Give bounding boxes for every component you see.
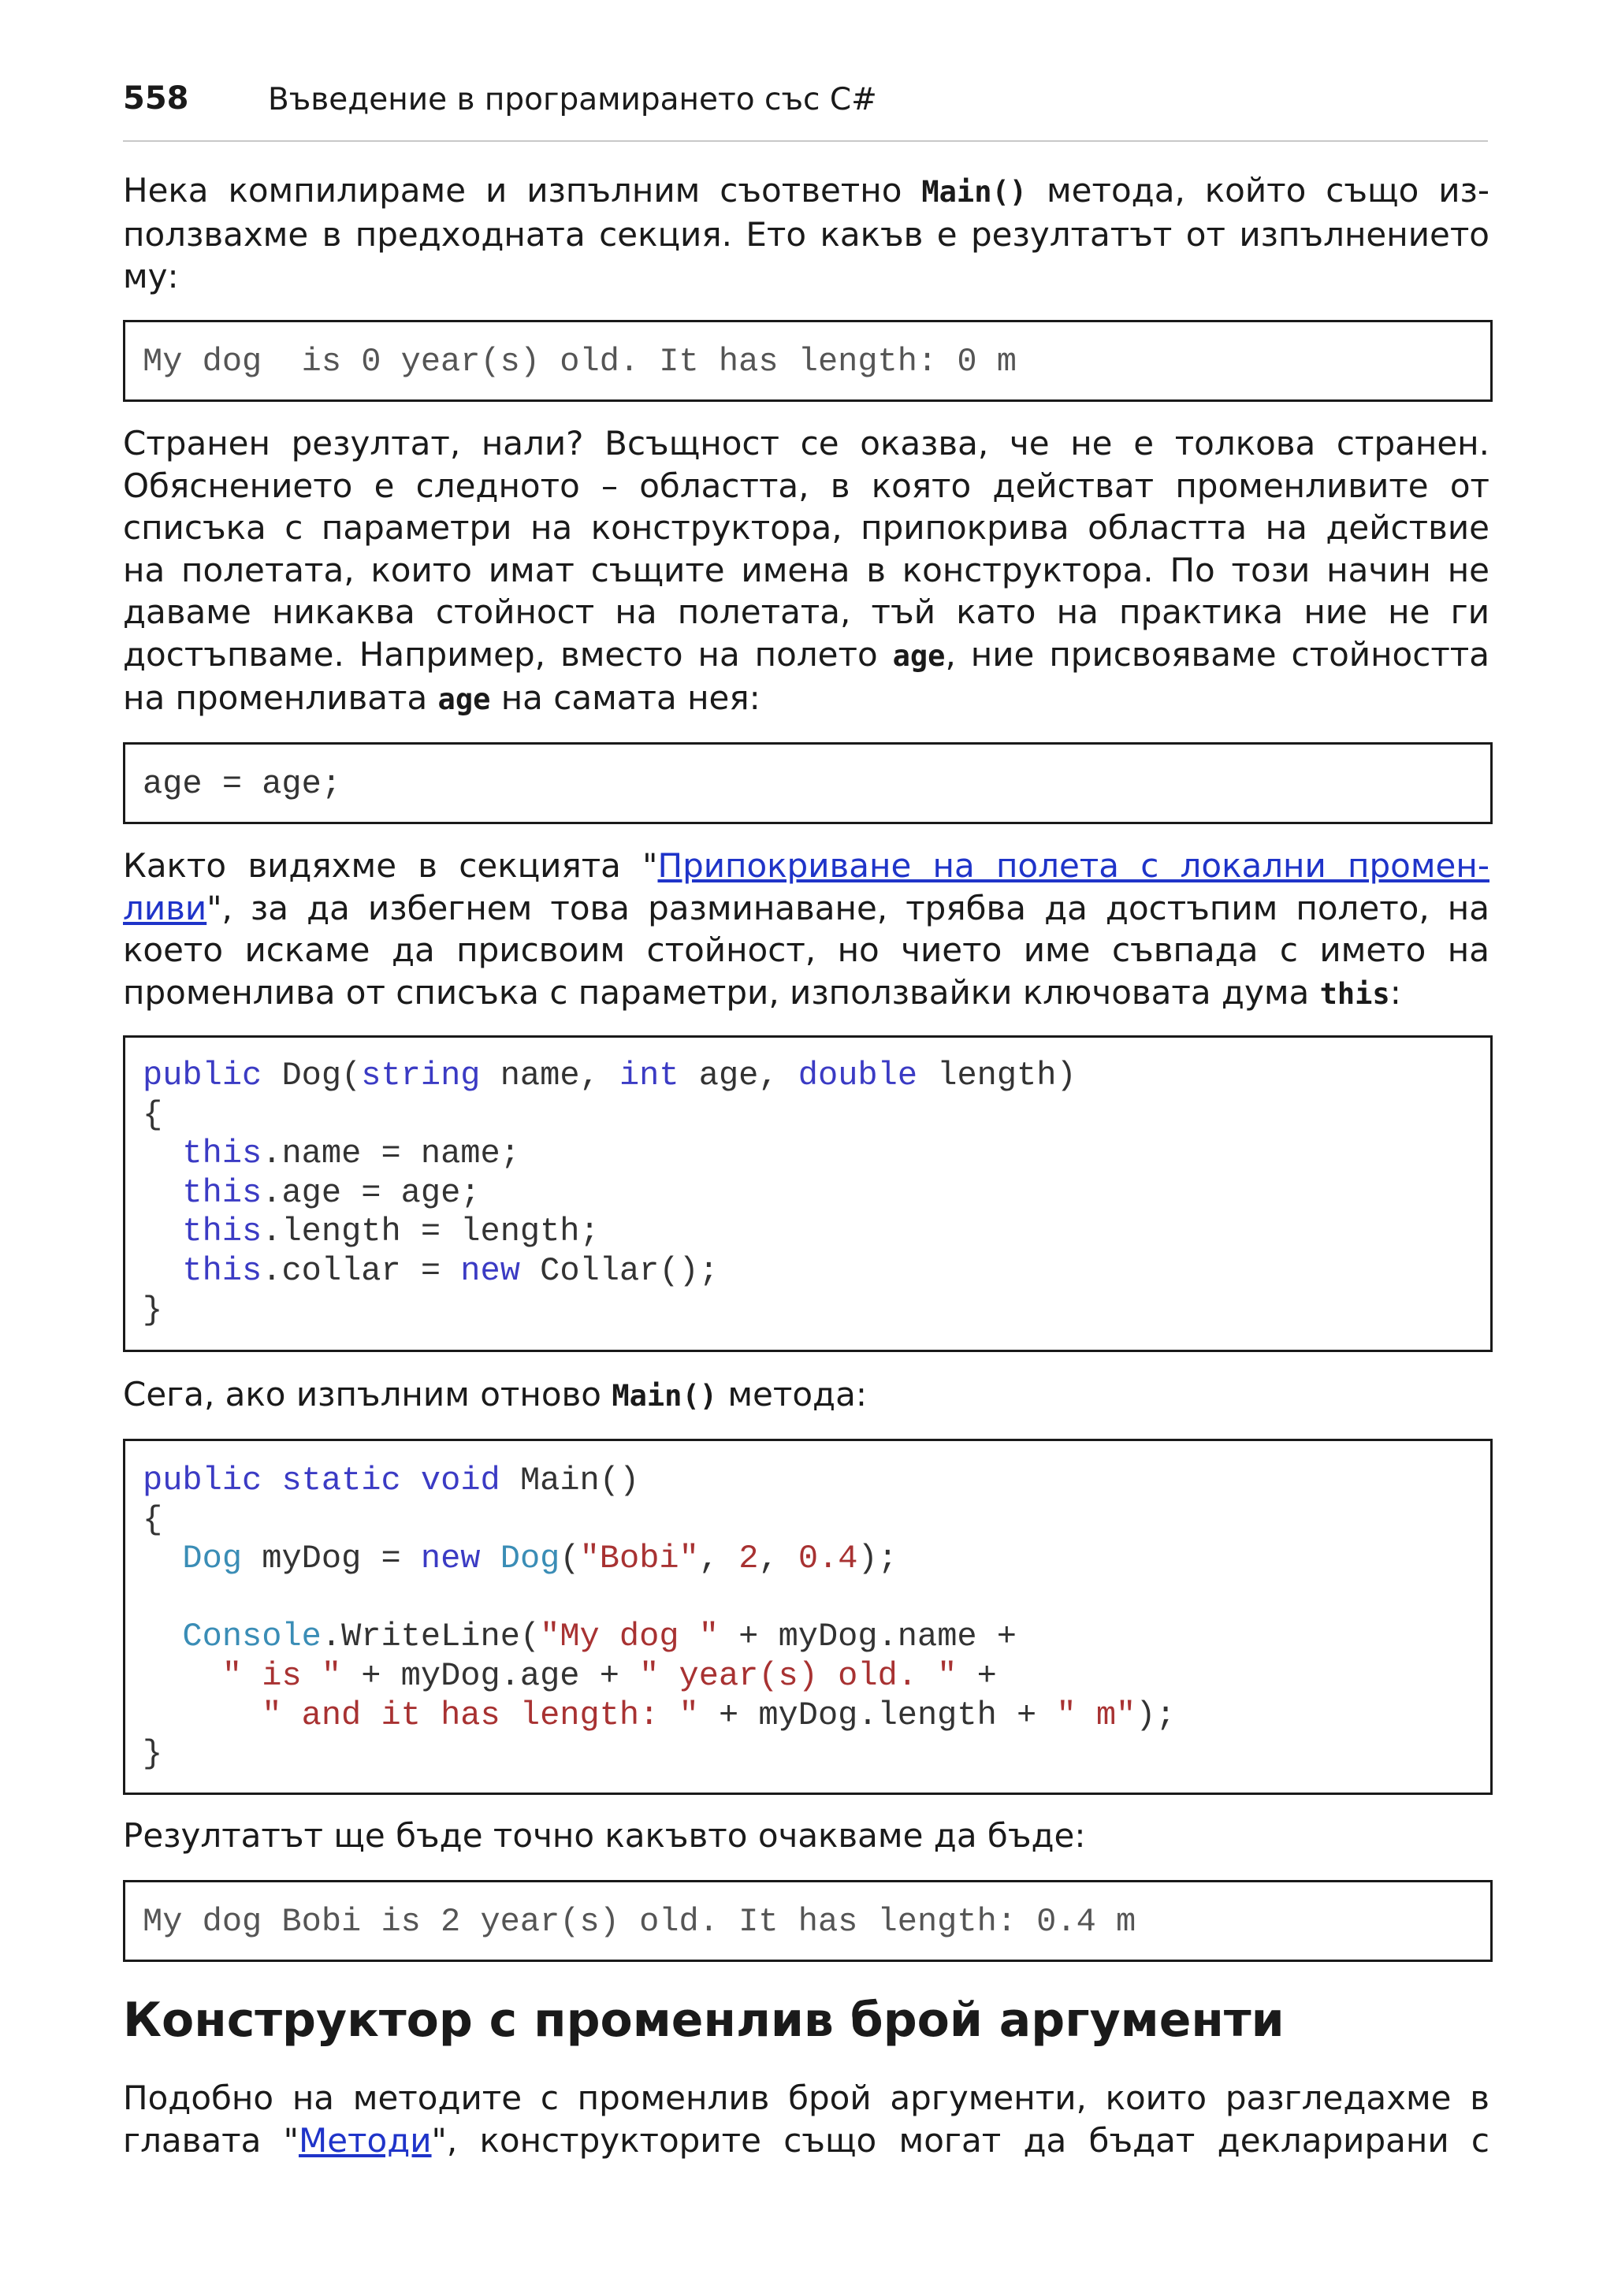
text-line: ползвахме в предходната секция. Ето какъв е резултатът от изпълнението	[123, 214, 1489, 254]
inline-code: age	[892, 638, 946, 673]
chapter-link-methods[interactable]: Методи	[298, 2120, 432, 2160]
text-line: което искаме да присвоим стойност, но чието име съвпада с името на	[123, 931, 1489, 969]
text-line: Подобно на методите с променлив брой аргументи, които разгледахме в	[123, 2079, 1489, 2117]
text-line: на полетата, които имат същите имена в конструктора. По този начин не	[123, 550, 1489, 589]
text-line: ливи", за да избегнем това разминаване, трябва да достъпим полето, на	[123, 888, 1489, 927]
output-text: My dog is 0 year(s) old. It has length: 0 m	[143, 343, 1017, 381]
code-box-assignment	[123, 742, 1493, 824]
inline-code: Main()	[921, 175, 1028, 209]
code-text: public static void Main() { Dog myDog = new Dog("Bobi", 2, 0.4); Console.WriteLine("My dog " + myDog.name + " is " + myDog.age + " year(s) old. " + " and it has length: " + myDog.length + " m"); }	[143, 1462, 1176, 1774]
inline-code: Main()	[612, 1379, 717, 1413]
inline-code: age	[437, 682, 491, 716]
paragraph-compile-run	[123, 169, 1489, 298]
text-line: Сега, ако изпълним отново Main() метода:	[123, 1375, 867, 1414]
running-title: Въведение в програмирането със C#	[268, 82, 877, 117]
paragraph-explanation	[123, 422, 1489, 721]
code-text: public Dog(string name, int age, double length) { this.name = name; this.age = age; this.length = length; this.collar = new Collar(); }	[143, 1057, 1077, 1329]
text-line: Странен резултат, нали? Всъщност се оказва, че не е толкова странен.	[123, 424, 1489, 463]
paragraph-run-again	[123, 1373, 1489, 1417]
paragraph-variable-args	[123, 2077, 1489, 2161]
text-line: му:	[123, 257, 179, 295]
inline-code: this	[1319, 976, 1390, 1011]
page-number: 558	[123, 80, 189, 117]
text-line: променлива от списъка с параметри, използвайки ключовата дума this:	[123, 972, 1401, 1012]
paragraph-result-expected	[123, 1815, 1489, 1857]
output-box-first-run	[123, 320, 1493, 402]
code-box-main-method	[123, 1439, 1493, 1795]
paragraph-shadowing	[123, 845, 1489, 1015]
text-line: Резултатът ще бъде точно какъвто очакваме да бъде:	[123, 1816, 1086, 1855]
section-link-continued[interactable]: ливи	[123, 888, 207, 927]
text-line: даваме никаква стойност на полетата, тъй като на практика ние не ги	[123, 593, 1489, 631]
output-box-second-run	[123, 1880, 1493, 1962]
code-box-constructor	[123, 1035, 1493, 1352]
section-heading: Конструктор с променлив брой аргументи	[123, 1993, 1285, 2048]
text-line: на променливата age на самата нея:	[123, 678, 761, 717]
output-text: My dog Bobi is 2 year(s) old. It has length: 0.4 m	[143, 1903, 1136, 1941]
text-line: списъка с параметри на конструктора, припокрива областта на действие	[123, 508, 1489, 547]
text-line: достъпваме. Например, вместо на полето age, ние присвояваме стойността	[123, 634, 1489, 674]
text-line: главата "Методи", конструкторите също могат да бъдат декларирани с	[123, 2120, 1490, 2160]
page-header	[123, 79, 1488, 142]
code-text: age = age;	[143, 765, 342, 803]
section-link[interactable]: Припокриване на полета с локални промен-	[657, 846, 1489, 885]
text-line: Обяснението е следното – областта, в която действат променливите от	[123, 466, 1489, 505]
text-line: Както видяхме в секцията "Припокриване на полета с локални промен-	[123, 846, 1489, 885]
text-line: Нека компилираме и изпълним съответно Main() метода, който също из-	[123, 171, 1489, 210]
